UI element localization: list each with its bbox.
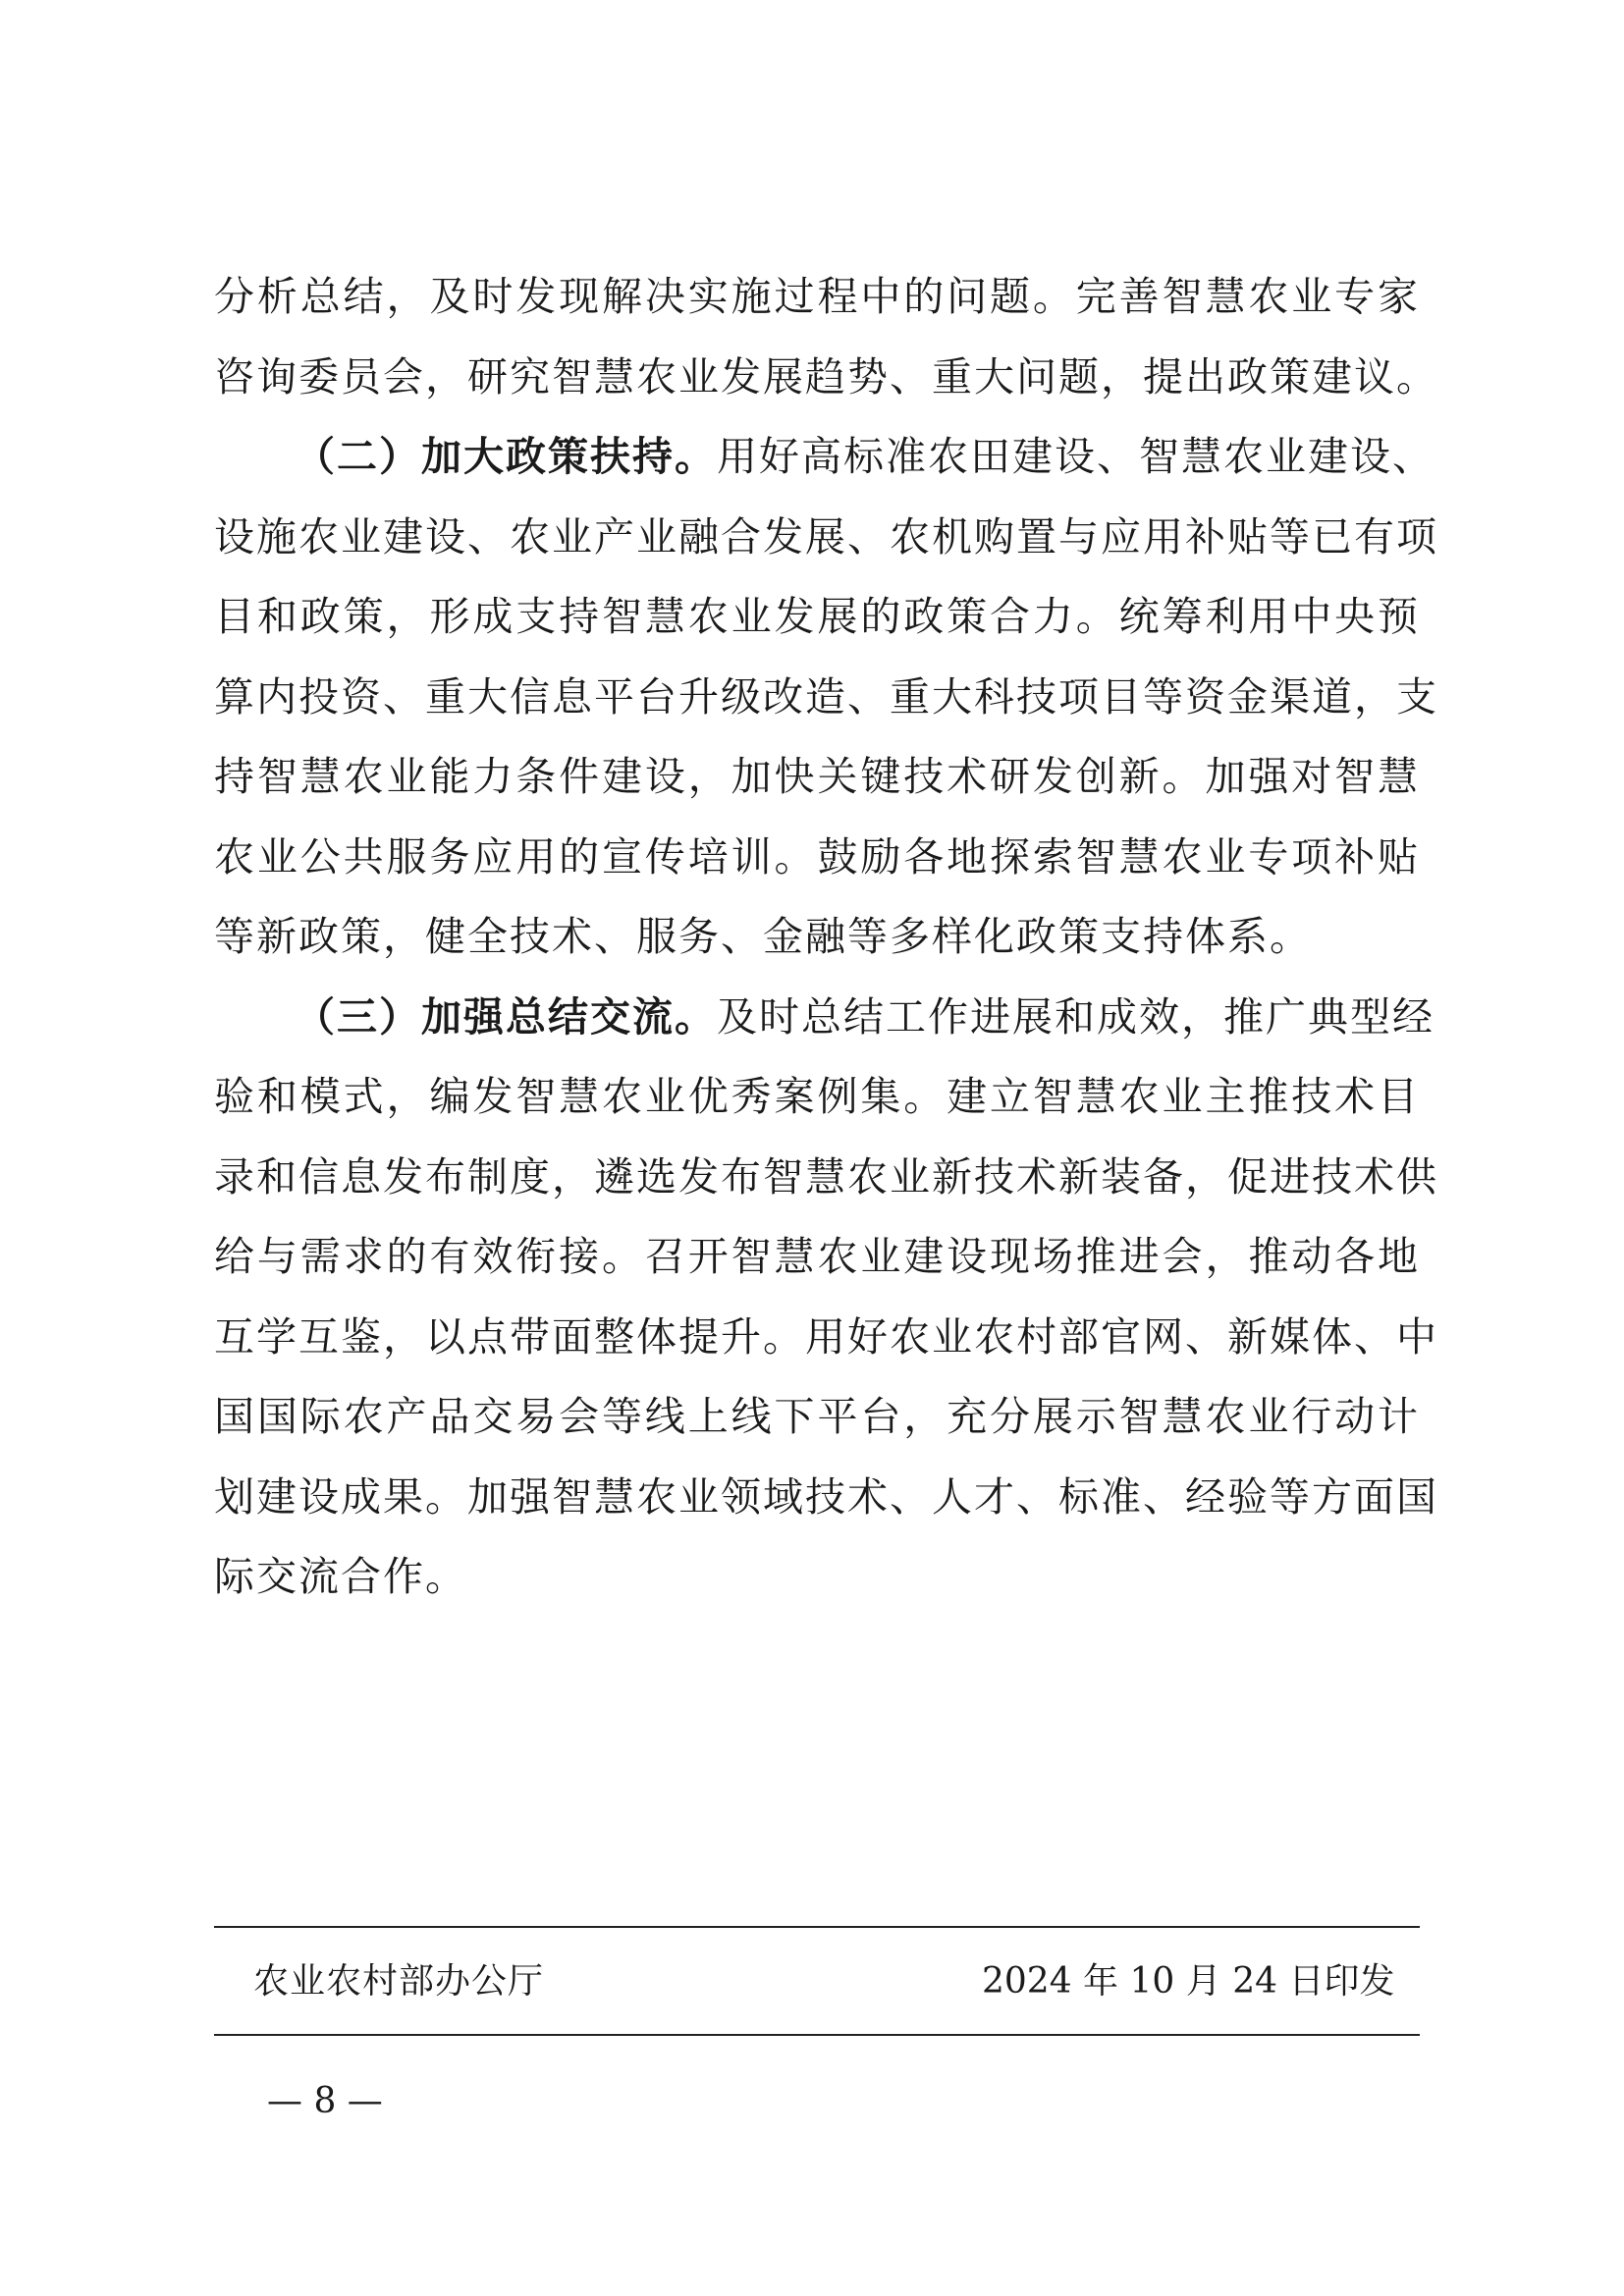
paragraph-line: 咨询委员会，研究智慧农业发展趋势、重大问题，提出政策建议。 bbox=[214, 352, 1438, 400]
footer-top-rule bbox=[214, 1926, 1420, 1928]
paragraph-line: 国国际农产品交易会等线上线下平台，充分展示智慧农业行动计 bbox=[214, 1393, 1420, 1440]
paragraph-line: 农业公共服务应用的宣传培训。鼓励各地探索智慧农业专项补贴 bbox=[214, 832, 1420, 881]
footer-bottom-rule bbox=[214, 2034, 1420, 2036]
page-number: — 8 — bbox=[267, 2081, 383, 2121]
section-2-heading: （二）加大政策扶持。 bbox=[295, 433, 717, 480]
paragraph-line: 等新政策，健全技术、服务、金融等多样化政策支持体系。 bbox=[214, 913, 1312, 960]
section-3-first-line-text: 及时总结工作进展和成效，推广典型经 bbox=[717, 992, 1435, 1041]
paragraph-line: 划建设成果。加强智慧农业领域技术、人才、标准、经验等方面国 bbox=[214, 1472, 1438, 1521]
section-2-first-line-text: 用好高标准农田建设、智慧农业建设、 bbox=[717, 433, 1435, 480]
paragraph-line: 持智慧农业能力条件建设，加快关键技术研发创新。加强对智慧 bbox=[214, 753, 1420, 800]
paragraph-line: 互学互鉴，以点带面整体提升。用好农业农村部官网、新媒体、中 bbox=[214, 1312, 1438, 1361]
section-3-heading: （三）加强总结交流。 bbox=[295, 992, 717, 1041]
paragraph-line: 验和模式，编发智慧农业优秀案例集。建立智慧农业主推技术目 bbox=[214, 1073, 1420, 1120]
paragraph-line: 算内投资、重大信息平台升级改造、重大科技项目等资金渠道，支 bbox=[214, 672, 1438, 721]
paragraph-line: 录和信息发布制度，遴选发布智慧农业新技术新装备，促进技术供 bbox=[214, 1152, 1438, 1201]
document-body bbox=[214, 257, 1438, 1618]
paragraph-line: 给与需求的有效衔接。召开智慧农业建设现场推进会，推动各地 bbox=[214, 1233, 1420, 1280]
section-2-first-line bbox=[214, 417, 1435, 498]
paragraph-line: 设施农业建设、农业产业融合发展、农机购置与应用补贴等已有项 bbox=[214, 512, 1438, 561]
paragraph-line: 目和政策，形成支持智慧农业发展的政策合力。统筹利用中央预 bbox=[214, 593, 1420, 640]
footer-date: 2024 年 10 月 24 日印发 bbox=[982, 1961, 1395, 2002]
section-3-first-line bbox=[214, 978, 1435, 1058]
footer-issuer: 农业农村部办公厅 bbox=[253, 1961, 545, 2002]
paragraph-line: 分析总结，及时发现解决实施过程中的问题。完善智慧农业专家 bbox=[214, 273, 1420, 320]
paragraph-line: 际交流合作。 bbox=[214, 1553, 467, 1600]
